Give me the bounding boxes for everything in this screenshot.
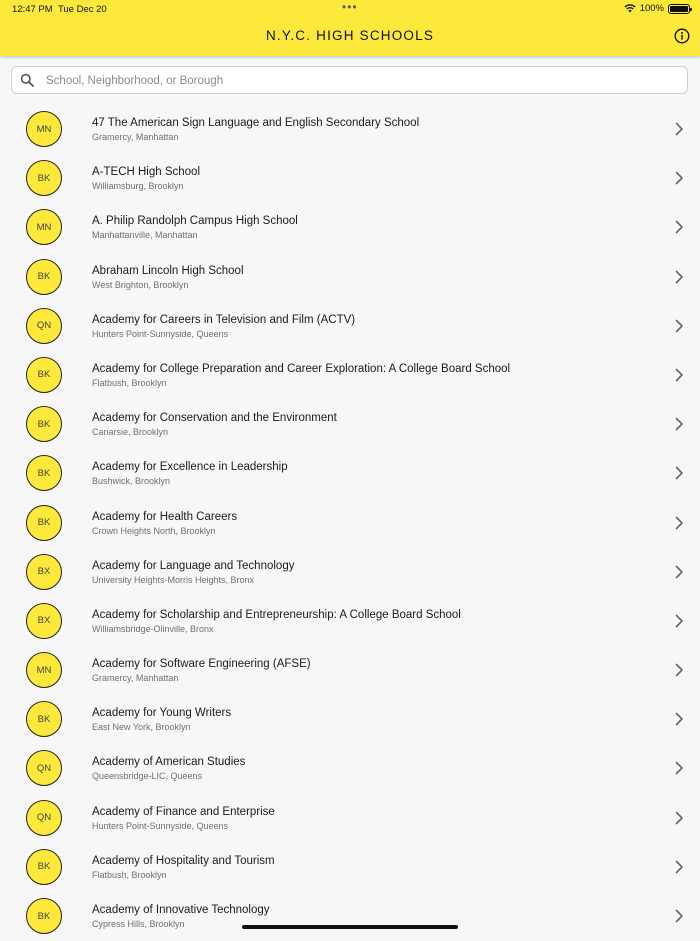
list-item[interactable] <box>0 154 700 203</box>
chevron-right-icon <box>675 909 684 923</box>
school-name: Academy for Software Engineering (AFSE) <box>92 658 311 671</box>
list-item[interactable] <box>0 646 700 695</box>
chevron-right-icon <box>675 171 684 185</box>
borough-badge: BK <box>26 849 62 885</box>
school-name: Academy of American Studies <box>92 756 246 769</box>
list-item[interactable] <box>0 499 700 548</box>
borough-badge: QN <box>26 308 62 344</box>
school-name: Academy of Finance and Enterprise <box>92 805 275 818</box>
school-location: Williamsburg, Brooklyn <box>92 181 184 192</box>
school-location: University Heights-Morris Heights, Bronx <box>92 574 255 585</box>
school-location: Hunters Point-Sunnyside, Queens <box>92 328 229 339</box>
school-location: Flatbush, Brooklyn <box>92 869 167 880</box>
battery-percent: 100% <box>639 3 664 14</box>
school-location: Flatbush, Brooklyn <box>92 377 167 388</box>
chevron-right-icon <box>675 417 684 431</box>
chevron-right-icon <box>675 860 684 874</box>
borough-badge: BK <box>26 160 62 196</box>
borough-badge: BK <box>26 505 62 541</box>
borough-badge: QN <box>26 800 62 836</box>
status-right <box>624 3 690 14</box>
borough-badge: MN <box>26 111 62 147</box>
school-name: Academy for Health Careers <box>92 510 238 523</box>
chevron-right-icon <box>675 466 684 480</box>
chevron-right-icon <box>675 319 684 333</box>
chevron-right-icon <box>675 663 684 677</box>
school-location: Gramercy, Manhattan <box>92 673 179 684</box>
borough-badge: BK <box>26 406 62 442</box>
chevron-right-icon <box>675 614 684 628</box>
chevron-right-icon <box>675 516 684 530</box>
school-name: A-TECH High School <box>92 166 201 179</box>
school-name: Academy for Careers in Television and Film (ACTV) <box>92 313 356 326</box>
list-item[interactable] <box>0 302 700 351</box>
list-item[interactable] <box>0 253 700 302</box>
list-item[interactable] <box>0 794 700 843</box>
home-indicator[interactable] <box>242 925 458 929</box>
school-name: Academy of Hospitality and Tourism <box>92 854 275 867</box>
list-item[interactable] <box>0 744 700 793</box>
battery-icon <box>668 4 690 14</box>
app-header <box>0 0 700 56</box>
list-item[interactable] <box>0 548 700 597</box>
school-location: Williamsbridge-Olinville, Bronx <box>92 623 214 634</box>
page-title: N.Y.C. HIGH SCHOOLS <box>265 28 435 43</box>
borough-badge: BK <box>26 455 62 491</box>
status-time: 12:47 PM Tue Dec 20 <box>12 4 107 15</box>
list-item[interactable] <box>0 351 700 400</box>
school-location: Bushwick, Brooklyn <box>92 476 171 487</box>
school-name: 47 The American Sign Language and English Secondary School <box>92 117 420 129</box>
school-location: Hunters Point-Sunnyside, Queens <box>92 820 229 831</box>
list-item[interactable] <box>0 400 700 449</box>
school-location: West Brighton, Brooklyn <box>92 279 189 290</box>
wifi-icon <box>624 4 636 13</box>
chevron-right-icon <box>675 565 684 579</box>
school-location: East New York, Brooklyn <box>92 722 191 733</box>
multitasking-dots[interactable]: ••• <box>342 0 358 14</box>
info-icon[interactable] <box>674 28 690 44</box>
borough-badge: BX <box>26 554 62 590</box>
school-location: Canarsie, Brooklyn <box>92 427 169 438</box>
chevron-right-icon <box>675 220 684 234</box>
chevron-right-icon <box>675 122 684 136</box>
borough-badge: BK <box>26 259 62 295</box>
school-location: Cypress Hills, Brooklyn <box>92 919 185 929</box>
school-location: Queensbridge-LIC, Queens <box>92 771 203 782</box>
borough-badge: BX <box>26 603 62 639</box>
borough-badge: QN <box>26 750 62 786</box>
list-item[interactable] <box>0 597 700 646</box>
chevron-right-icon <box>675 368 684 382</box>
school-location: Crown Heights North, Brooklyn <box>92 525 216 536</box>
chevron-right-icon <box>675 761 684 775</box>
list-item[interactable] <box>0 105 700 154</box>
school-name: Academy for Language and Technology <box>92 559 295 572</box>
school-location: Manhattanville, Manhattan <box>92 230 198 241</box>
school-name: Academy for Scholarship and Entrepreneurship: A College Board School <box>92 608 461 621</box>
school-name: Academy for College Preparation and Career Exploration: A College Board School <box>92 362 511 375</box>
chevron-right-icon <box>675 811 684 825</box>
school-location: Gramercy, Manhattan <box>92 132 179 142</box>
status-bar <box>0 0 700 18</box>
list-item[interactable] <box>0 449 700 498</box>
school-name: Academy for Excellence in Leadership <box>92 461 288 474</box>
school-name: Academy for Young Writers <box>92 707 232 720</box>
borough-badge: MN <box>26 209 62 245</box>
chevron-right-icon <box>675 712 684 726</box>
school-name: Academy for Conservation and the Environment <box>92 412 337 425</box>
borough-badge: MN <box>26 652 62 688</box>
list-item[interactable] <box>0 695 700 744</box>
search-bar[interactable] <box>11 66 688 94</box>
school-name: Academy of Innovative Technology <box>92 904 270 916</box>
list-item[interactable] <box>0 203 700 252</box>
school-list <box>0 105 700 941</box>
borough-badge: BK <box>26 898 62 934</box>
school-name: A. Philip Randolph Campus High School <box>92 215 298 228</box>
search-input[interactable] <box>44 70 678 92</box>
school-name: Abraham Lincoln High School <box>92 264 244 277</box>
borough-badge: BK <box>26 701 62 737</box>
list-item[interactable] <box>0 843 700 892</box>
chevron-right-icon <box>675 270 684 284</box>
borough-badge: BK <box>26 357 62 393</box>
search-icon <box>20 73 34 87</box>
